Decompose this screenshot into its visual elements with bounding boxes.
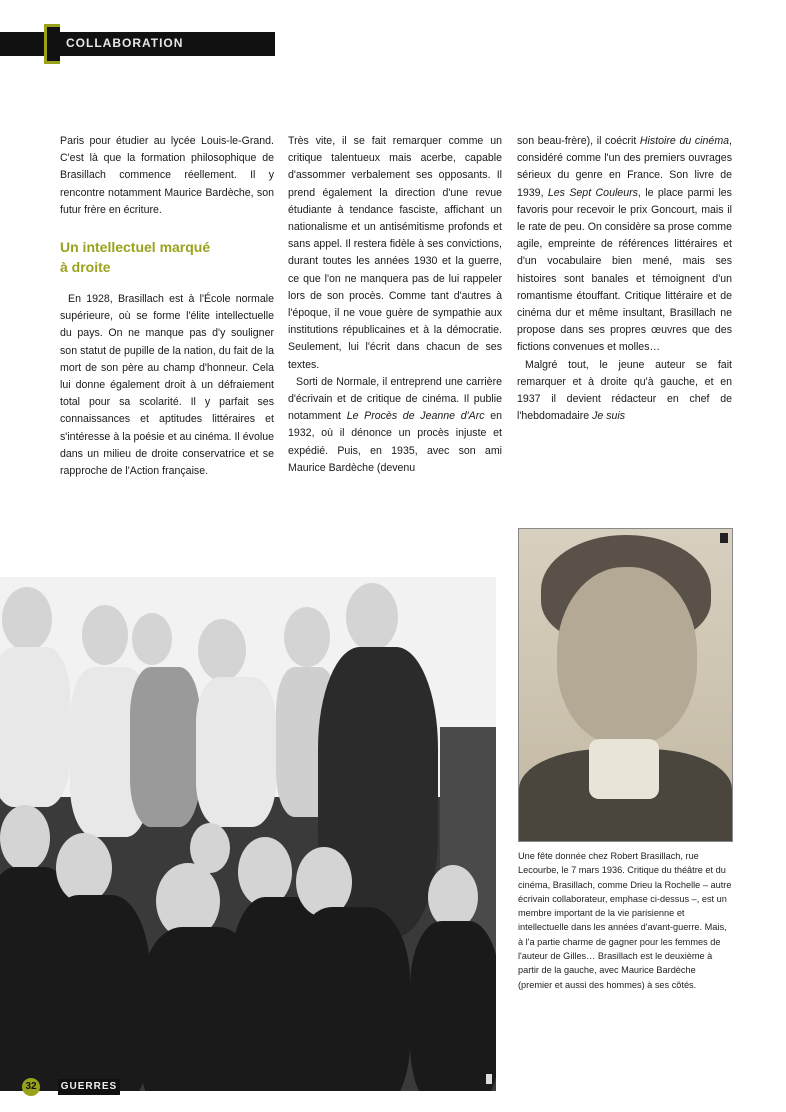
article-column-1 xyxy=(60,133,274,480)
text-run: son beau-frère), il coécrit xyxy=(517,135,640,147)
article-column-3 xyxy=(517,133,732,425)
page-number: 32 xyxy=(22,1078,40,1096)
person-body xyxy=(40,895,150,1091)
section-header-accent xyxy=(44,24,60,64)
text-run: Malgré tout, le jeune auteur se fait remarquer et à droite qu'à gauche, et en 1937 il devient rédacteur en chef de l'hebdomadaire xyxy=(517,358,732,423)
person-face xyxy=(0,805,50,871)
person-face xyxy=(2,587,52,651)
section-label: COLLABORATION xyxy=(66,36,184,50)
subheading xyxy=(60,237,274,277)
subheading-line-1: Un intellectuel marqué xyxy=(60,239,211,256)
person-face xyxy=(428,865,478,929)
subheading-line-2: à droite xyxy=(60,259,111,276)
portrait-face xyxy=(557,567,697,745)
book-title: Le Procès de Jeanne d'Arc xyxy=(346,410,485,423)
text-run: en 1932, où il dénonce un procès injuste et expédié. Puis, en 1935, avec son ami Maurice Bardèche (devenu xyxy=(288,410,502,474)
person-face xyxy=(82,605,128,665)
person-face xyxy=(56,833,112,903)
person-face xyxy=(198,619,246,681)
paragraph xyxy=(288,374,502,477)
photo-credit-mark xyxy=(720,533,728,543)
book-title: Histoire du cinéma xyxy=(639,135,730,147)
paragraph: En 1928, Brasillach est à l'École normale supérieure, où se forme l'élite intellectuelle du pays. On ne manque pas d'y souligner son statut de pupille de la nation, du fait de la mort de son père au champ d'honneur. Cela lui donne également droit à un défraiement total pour sa scolarité. Il y parfait ses connaissances et aptitudes littéraires et s'intéresse à la poésie et au cinéma. Il évolue dans un milieu de droite conservatrice et se rapproche de l'Action française. xyxy=(60,293,274,478)
person-face xyxy=(132,613,172,665)
article-column-2 xyxy=(288,133,502,477)
photo-caption: Une fête donnée chez Robert Brasillach, rue Lecourbe, le 7 mars 1936. Critique du théâtre et du cinéma, Brasillach, comme Drieu la Rochelle – autre écrivain collaborateur, emphase ci-dessus –, est un membre important de la vie parisienne et intellectuelle dans les années d'avant-guerre. Mais, à l'a partie charme de gagner pour les femmes de l'auteur de Gilles… Brasillach est le deuxième à partir de la gauche, avec Maurice Bardèche (premier et aussi des hommes) à ses côtés. xyxy=(518,851,732,990)
person-body xyxy=(410,921,496,1091)
person-face xyxy=(284,607,330,667)
photo-credit-mark xyxy=(486,1074,492,1084)
portrait-collar xyxy=(589,739,659,799)
magazine-logo: GUERRES xyxy=(58,1079,120,1095)
person-face xyxy=(190,823,230,873)
text-run: , considéré comme l'un des premiers ouvrages sérieux du genre en France. Son livre de 1939, xyxy=(517,135,732,199)
group-photograph xyxy=(0,577,496,1091)
person-body xyxy=(130,667,200,827)
paragraph xyxy=(517,357,732,426)
paragraph: Paris pour étudier au lycée Louis-le-Grand. C'est là que la formation philosophique de Brasillach commence réellement. Il y rencontre notamment Maurice Bardèche, son futur frère en écriture. xyxy=(60,135,274,216)
portrait-photograph xyxy=(518,528,733,842)
text-run: , le place parmi les favoris pour recevoir le prix Goncourt, mais il le rate de peu. On considère sa prose comme agile, empreinte de références littéraires et d'un vocabulaire bien mené, mais ses histoires sont banales et témoignent d'un romantisme étouffant. Critique littéraire et de cinéma dur et même insultant, Brasillach ne propose dans ses propres œuvres que des fictions convenues et molles… xyxy=(517,186,732,354)
person-body xyxy=(0,647,70,807)
book-title: Les Sept Couleurs xyxy=(547,186,638,199)
person-face xyxy=(346,583,398,651)
text-run: Sorti de Normale, il entreprend une carrière d'écrivain et de critique de cinéma. Il publie notamment xyxy=(288,375,502,423)
person-body xyxy=(196,677,276,827)
paragraph: Très vite, il se fait remarquer comme un critique talentueux mais acerbe, capable d'assommer verbalement ses opposants. Il prend également la direction d'une revue étudiante à tendance fasciste, affichant un nationalisme et un antisémitisme profonds et sans appel. Il restera fidèle à ses convictions, durant toutes les années 1930 et la guerre, ce que l'on ne manquera pas de lui rappeler lors de son procès. Comme tant d'autres à l'époque, il ne voue guère de sympathie aux institutions républicaines et à la démocratie. Seulement, lui l'écrit dans chacun de ses textes. xyxy=(288,135,502,371)
person-body xyxy=(290,907,410,1091)
paragraph xyxy=(517,133,732,357)
magazine-title: Je suis xyxy=(592,410,626,423)
